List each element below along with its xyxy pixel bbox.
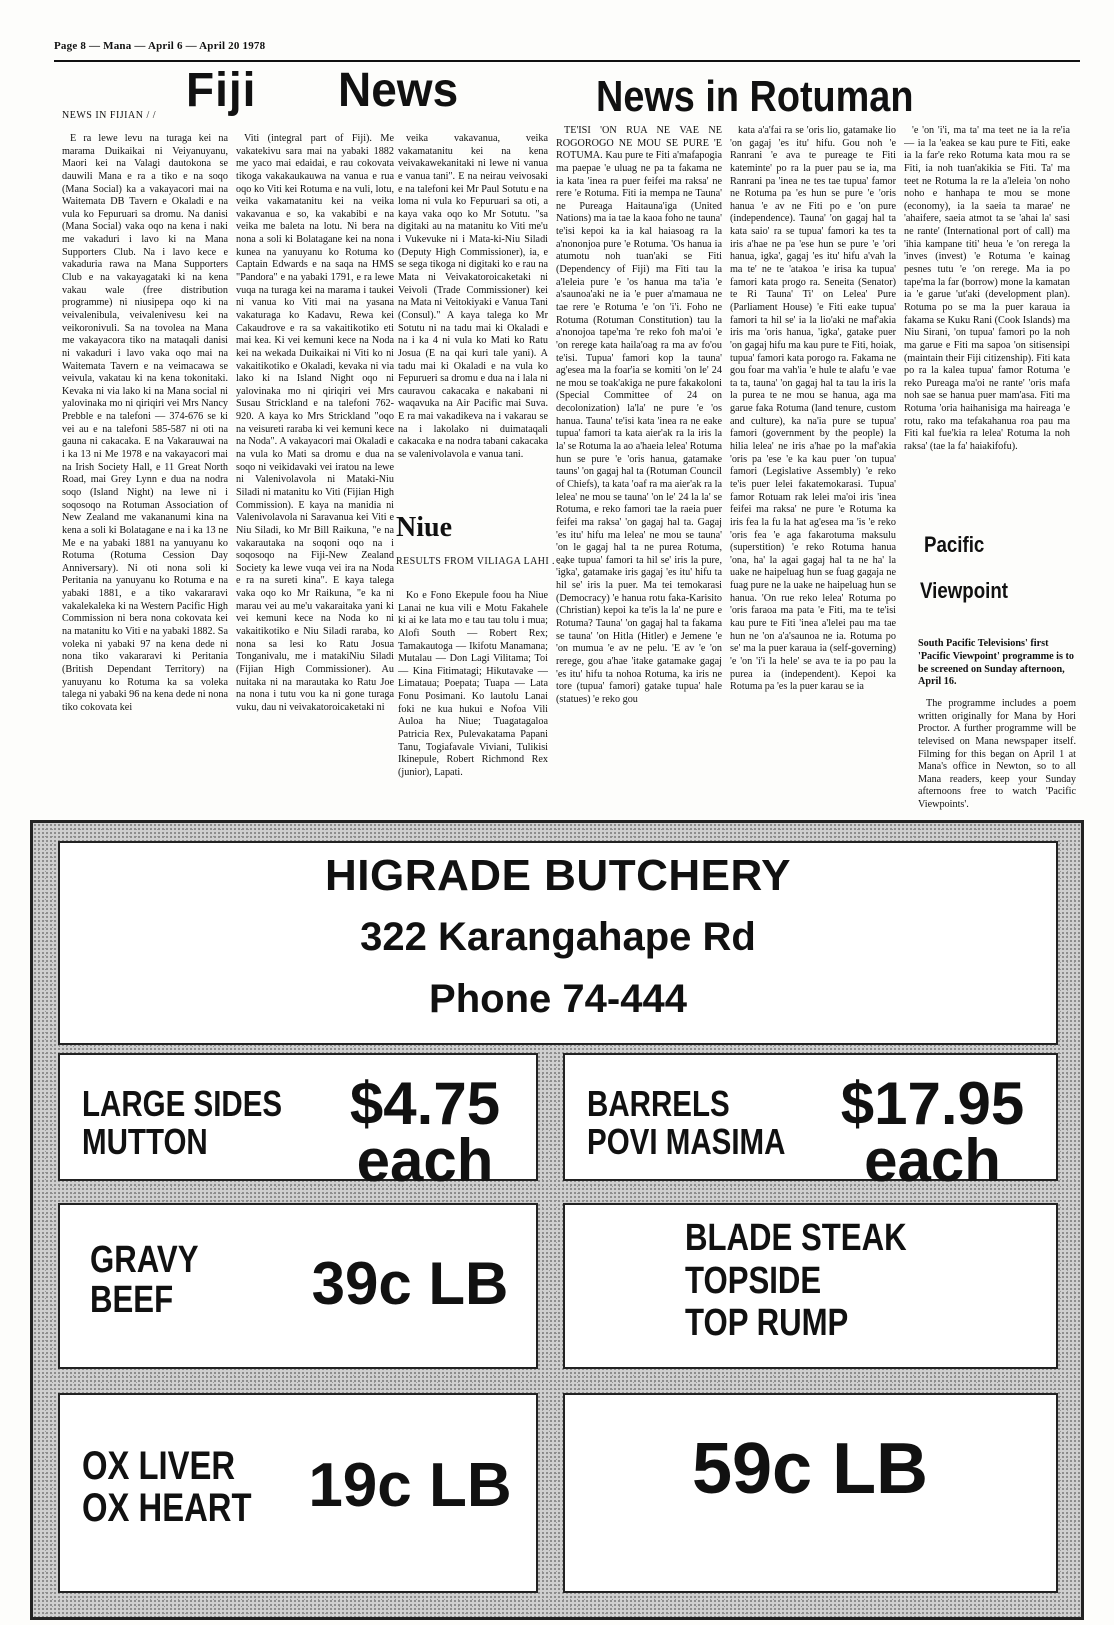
page-folio: Page 8 — Mana — April 6 — April 20 1978 xyxy=(54,40,266,52)
fiji-article-col-1 xyxy=(62,133,228,819)
item-name-line: TOP RUMP xyxy=(685,1302,849,1345)
fiji-news-title-fiji: Fiji xyxy=(186,61,257,117)
advert-item-mutton xyxy=(58,1053,538,1194)
item-name-line: OX LIVER xyxy=(82,1444,236,1488)
niue-heading: Niue xyxy=(396,512,452,543)
item-name-line: MUTTON xyxy=(82,1120,208,1162)
item-price-value: $4.75 xyxy=(349,1070,501,1137)
item-name-line: POVI MASIMA xyxy=(587,1120,786,1162)
butchery-advert xyxy=(30,820,1084,1620)
item-price: 19c LB xyxy=(308,1451,512,1520)
item-price xyxy=(330,1070,520,1194)
item-name-line: BLADE STEAK xyxy=(685,1217,907,1259)
fiji-col1-text: E ra lewe levu na turaga kei na marama Duikaikai ni Veiyanuyanu, Maori kei na Valagi dautokona se dauwili Mana e ra a tiko e na soqo (Mana Social) ka a vakayacori mai na Waitemata DB Tavern e Okaladi e na vula ko Fepuruari sa dromu. Na danisi (Mana Social) vaka oqo na kena i naki me vakaduri i lavo ki na Mana Supporters Club. Na i lavo kece e vakaduria rawa na Mana Supporters Club e na vakayagataki ki na kena vakau wale (free distribution programme) ni niusipepa oqo ki na veivalenibula, veivalenivesu kei na veikoronivuli. Sa na tovolea na Mana me vakayacora tiko na mataqali danisi ni vakaduri i lavo vaka oqo mai na Waitemata Tavern e na veimacawa se veivula, vakatau ki na kena tokonitaki. Kevaka ni via lako ki na Mana social ni yalovinaka mo ni qiriqiri vei Mrs Nancy Prebble e na talefoni — 374-676 se ki vei au e na talefoni 585-587 ni oti na gauna ni cakacaka. E na Vakarauwai na i ka 13 ni Me 1978 e na vakayacori mai na Irish Society Hall, e 11 Great North Road, mai Grey Lynn e dua na nodra soqo (Island Night) na lewe ni i soqosoqo na Rotuman Association of New Zealand me vakananumi kina na kena a soli ki Bolatagane e na i ka 13 ne Me e na yabaki 1881 na yanuyanu ko Rotuma (Rotuma Cession Day Anniversary). Ni oti nona soli ki Peritania na yanuyanu ko Rotuma e na yabaki 1881, e a tiko vakararavi vakalekaleka ki na Western Pacific High Commission ni bera nona cokovata kei na matanitu ko Viti e na yabaki 1882. Sa voleka ni yabaki 97 na kena dede ni nona tiko vakararavi ki Peritania (British Dependant Territory) na yanuyanu ko Rotuma ka sa voleka talega ni yabaki 96 na kena dede ni nona tiko cokovata kei xyxy=(62,133,228,713)
pacific-viewpoint-heading-2: Viewpoint xyxy=(920,578,1008,603)
rotuman-article-col-3 xyxy=(904,125,1070,525)
rotuman-col3-text: 'e 'on 'i'i, ma ta' ma teet ne ia la re'ia — ia la 'eakea se kau pure te Fiti, eake ia la far'e reko Rotuma kata mou ra se Fiti, ia noh tuan'akikia se Fiti. Ta' ma teet ne Rotuma la re la a'leleia 'on noho noho e hanhapa te mou se mone (economy), ia la saeia ta marae' ne 'ahaifere, saeia atmot ta se 'ahai la' sasi ne rante' (International port of call) ma 'ihia kampane titi' heua 'e 'on rerega la 'inves (invest) 'e Rotuma 'e kainag pesnes tutu 'e 'on rerege. Ma ia po tape'ma la far (borrow) mone la kamatan ia 'e garue 'ut'aki (development plan). Rotuma po se ma la puer karaua ia fakama se Kuku Rani (Cook Islands) ma Niu Sirani, 'on tupua' famori po la noh ma garue e Fiti ma sapoa 'on sitisensipi (maintain their Fiji citizenship). Fiti kata po ra la kalea tupua' famor Rotuma 'e reko Pureaga ma'oi ne rante' 'oris mafa noh sae se hanua puer mam'asa. Fiti ma Rotuma 'oria haihanisiga ma haireaga 'e rotu, rako ma tefakahanua roa pau ma Fiti kal fue'kia ra lelea' Rotuma la noh raksa' (tae la fa' haiakifofu). xyxy=(904,125,1070,453)
item-name xyxy=(82,1445,251,1529)
item-price: 59c LB xyxy=(691,1429,929,1509)
item-name-line: BEEF xyxy=(90,1278,174,1321)
item-name-line: LARGE SIDES xyxy=(82,1083,283,1124)
item-price xyxy=(815,1070,1050,1194)
item-price-unit: each xyxy=(356,1127,494,1194)
advert-item-ox-offal xyxy=(58,1393,538,1593)
fiji-col2-text: Viti (integral part of Fiji). Me vakatekivu sara mai na yabaki 1882 me yaco mai edaidai, e rau cokovata tikoga vakakaukauwa na vanua e rua oqo ko Viti kei Rotuma e na vuli, lotu, veika vakamatanitu kei na veika vakavanua e so, ka vakabibi e na veika me baleta na lotu. Ni bera na nona a soli ki Bolatagane kei na nona kunea na yanuyanu ko Rotuma ko Captain Edwards e na saqa na HMS "Pandora" e na yabaki 1791, e ra lewe vuqa na turaga kei na marama i taukei ni vanua ko Viti mai na yasana vakaturaga ko Kadavu, Rewa kei Cakaudrove e ra sa vakaitikotiko eti mai kea. Ki vei kemuni kece na Noda kei na wekada Duikaikai ni Viti ko ni vakaitikotiko e Okaladi, kevaka ni via lako ki na Island Night oqo ni yalovinaka mo ni qiriqiri vei Mrs Susau Strickland e na talefoni 762-920. A kaya ko Mrs Strickland "oqo na veisureti raraba ki vei kemuni kece na Noda". A vakayacori mai Okaladi e na vula ko Mati sa dromu e dua na soqo ni veikidavaki vei iratou na lewe ni Valenivolavola ni Mataki-Niu Siladi ni matanitu ko Viti (Fijian High Commission). E kaya na manidia ni Valenivolavola ni Saravanua kei Viti e Niu Siladi, ko Mr Bill Raikuna, "e na vakarautaka na soqoni oqo na i soqosoqo na Fiji-New Zealand Society ka lewe vuqa vei ira na Noda e ra na sureti kina". E kaya talega vaka oqo ko Mr Raikuna, "e ka ni marau vei au me'u vakaraitaka yani ki vei kemuni kece na Noda ko ni vakaitikotiko e Niu Siladi raraba, ko nona sa lesi ko Ratu Josua Tonganivalu, me i matakiNiu Siladi (Fijian High Commissioner). Au nuitaka ni na marautaka ko Ratu Joe na nona i tutu vou ka ni gone turaga vuku, dau ni veivakatoroicaketaki ni xyxy=(236,133,394,713)
item-price: 39c LB xyxy=(311,1250,509,1317)
pacific-viewpoint-lead: South Pacific Televisions' first 'Pacific Viewpoint' programme is to be screened on Sunday afternoon, April 16. xyxy=(918,638,1074,688)
advert-item-steak-price xyxy=(563,1393,1058,1593)
item-price-value: $17.95 xyxy=(840,1070,1025,1137)
item-name xyxy=(90,1241,199,1321)
item-name-line: BARRELS xyxy=(587,1083,730,1124)
item-name-line: GRAVY xyxy=(90,1239,199,1281)
niue-kicker: RESULTS FROM VILIAGA LAHI . . . xyxy=(396,556,567,567)
pacific-viewpoint-heading-1: Pacific xyxy=(924,532,985,557)
rotuman-col1-text: TE'ISI 'ON RUA NE VAE NE ROGOROGO NE MOU SE PURE 'E ROTUMA. Kau pure te Fiti a'mafapogia ma paepae 'e uluag ne pa ta fakama ne ia kata 'inea ra puer feifei ma raksa' ne rere 'e Rotuma. Fiti ia mempa ne Tauna' ne Pureaga Haitauna'iga (United Nations) ma ia tae la kaoa foho ne tauna' te'isi kepoi ka ia kal haiasoag ra la a'nononjoa pure 'e Rotuma. 'Os hanua ia atumotu noh tuan'aki se Fiti (Dependency of Fiji) ma Fiti tau la a'leleia pure 'e 'os hanua ma ta'ia 'e a'saunoa'aki ne ia 'e puer a'mamaua ne tae rere 'e Rotuma 'e 'on 'i'i. Foho ne Rotuma (Rotuman Constitution) tau la a'nonojoa tape'ma 're reko foh ma'oi 'e 'on rerege kata haila'oag ra ma av fo'ou te'isi. Tupua' famori kop la tauna' ag'esea ma la foar'ia se komiti 'on le' 24 ne mou se toak'akiga ne pure fakakoloni (Special Committee of 24 on decolonization) la'la' ne pure 'e 'os hanua. Tauna' te'isi kata 'inea ra ne eake tupua' famori ta kata aier'ak ra la iris la la' se Rotuma la ao a'haeia lelea' Rotuma hun se pure 'e 'oris hanua, gatamake tauns' 'on gagaj hal ta (Rotuman Council of Chiefs), ta kata 'oaf ra ma aier'ak ra la lelea' ne mou se tauna' 'on le' 24 la la' se Rotuma, e reko famori tae la raeia puer feifei ma raksa' 'on gagaj hal ta. Gagaj 'es itu' hifu ma lelea' ne mou se tauna' 'on le gagaj hal ta ne purea Rotuma, eake tupua' famori ta hil se' iris la pure, 'igka', gatamake iris gagaj 'es itu' hifu ta hil se' iris la puer. Ma tei temokarasi (Democracy) 'e hanua rotu faka-Karisito (Christian) kepoi ka te'is la la' ne pure e Rotuma? Tauna' 'on gagaj hal ta fakama se tauna' 'on Hitla (Hitler) e Jemene 'e 'on mumua 'e av ne pelu. 'E av 'e 'on rerege, gou a'hae 'itake gatamake gagaj 'es itu' hifu ta nohoa Rotuma, ka iris ne tore (tupua' famori) gatake tupua' hale (statues) 'e reko gou xyxy=(556,125,722,705)
rotuman-article-col-2 xyxy=(730,125,896,819)
fiji-article-col-2 xyxy=(236,133,394,819)
rotuman-article-col-1 xyxy=(556,125,722,819)
pacific-viewpoint-article xyxy=(918,698,1076,820)
fiji-article-col-3 xyxy=(398,133,548,503)
niue-article xyxy=(398,590,548,818)
item-name-line: TOPSIDE xyxy=(685,1259,822,1302)
advert-address: 322 Karangahape Rd xyxy=(360,915,756,959)
fiji-col3-text: veika vakavanua, veika vakamatanitu kei na kena veivakawekanitaki ni lewe ni vanua e vanua tani". E na neirau veivosaki e na talefoni kei Mr Paul Sotutu e na loma ni vula ko Fepuruari sa oti, a kaya vaka oqo ko Mr Sotutu. "sa digitaki au na matanitu ko Viti me'u i Vukevuke ni i Mata-ki-Niu Siladi (Deputy High Commissioner), ia, e se sega tikoga ni digitaki ko e rau na Mata ni Veivakatoroicaketaki ni Veivoli (Trade Commissioner) kei na Mata ni Veitokiyaki e Vanua Tani (Consul)." A kaya talega ko Mr Sotutu ni na tadu mai ki Okaladi e na i ka 4 ni vula ko Mati ko Ratu Josua (E na qai kuri tale yani). A tadu mai ki Okaladi e na vula ko Fepurueri sa dromu e dua na i lala ni cauravou cakacaka e nakabani ni waqavuka na Air Pacific mai Suva. E ra mai vakadikeva na i vakarau se na i lakolako ni duimataqali cakacaka e na nodra tabani cakacaka se valenivolavola e vanua tani. xyxy=(398,133,548,461)
rotuman-col2-text: kata a'a'fai ra se 'oris lio, gatamake lio 'on gagaj 'es itu' hifu. Gou noh 'e Ranrani 'e ava te pureage te Fiti kateminte' po ra la puer pau se ia, ma Ranrani pa 'inea ne tes tae tupua' famor ne Rotuma pa 'es hun se pure 'e 'oris hanua 'e av ne Fiti po e 'on pure (independence). Tauna' 'on gagaj hal ta kata saio' ra se tupua' famori ka tes ta iris a'hae ne pa 'ese hun se pure 'e 'ori hanua, igka', gagaj 'es itu' hifu a'vah la ma te' ne te 'atakoa 'e irisa ka tupua' famori kata progo ra. Seneita (Senator) te Ri Tauna' Ti' on Lelea' Pure (Parliament House) 'e Fiti eake tupua' famori ta hil se' ia la lio'aki ne maf'akia iris ma 'oris hanua, 'igka', gatake puer 'on gagaj hifu ma kau pure te Fiti, hoiak, tupua' famori kata porogo ra. Fakama ne gou foar ma vah'ia 'e hule te alafu 'e vae ta ta, tauna' 'on gagaj hal ta tau la iris la la purea te ne mou se hanua, aga ma garue faka Rotuma (land tenure, custom and culture), ka na'ia pure se tupua' famori (government by the people) la hilia lelea' ne iris a'hae po la maf'akia 'oris pa 'ese 'e ka kau puer 'on tupua' famori (Legislative Assembly) 'e reko te'is puer lelei fakatemokarasi. Tupua' famor Rotuam rak lelei ma'oi iris 'inea feifei ma raksa' ne pure 'e Rotuma ka iris fea la fu la hat ag'esea ma 'is 'e reko 'oris fea 'e aga fakarotuma maksulu (superstition) 'e reko Rotuma hanua 'ona, ha' la agai gagaj hal ta ne ha' la uake ne haipeluag hun se fuag gagaja ne fuag pure ne la uake ne haipeluag hun se hanua. 'On rue reko lelea' Rotuma po 'oris faraoa ma pata 'e Fiti, ma te te'isi kau pure te Fiti 'inea a'lelei pau ma tae hun ne 'on a'a'saunoa ne ia. Rotuma po se' ma la puer karaua ia (self-governing) 'e 'on 'i'i la hele' se ava te ia po pau la purea ia (independent). Kepoi ka Rotuma pa 'es la puer karau se ia xyxy=(730,125,896,693)
niue-text: Ko e Fono Ekepule foou ha Niue Lanai ne kua vili e Motu Fakahele ki ai ke lata mo e tau tau tolu i mua; Alofi South — Robert Rex; Tamakautoga — Ikifotu Manamana; Mutalau — Don Lagi Vilitama; Toi — Kina Fitimatagi; Hikutavake — Limataua; Poepata; Tuapa — Lata Fonu Posimani. Ko lautolu Lanai foki ne kua hukui e Nofoa Vili Auloa ha Niue; Tuagatagaloa Patricia Rex, Pulevakatama Papani Tanu, Togiafavale Viviani, Tulikisi Ikinepule, Robert Richmond Rex (junior), Lapati. xyxy=(398,590,548,778)
item-name xyxy=(587,1085,785,1161)
pacific-viewpoint-text: The programme includes a poem written originally for Mana by Hori Proctor. A further programme will be televised on Mana newspaper itself. Filming for this began on April 1 at Mana's office in Newton, so to all Mana readers, keep your Sunday afternoons free to watch 'Pacific Viewpoints'. xyxy=(918,698,1076,811)
advert-header-box xyxy=(58,841,1058,1045)
advert-phone: Phone 74-444 xyxy=(429,977,687,1021)
advert-item-gravy-beef xyxy=(58,1203,538,1369)
item-name xyxy=(82,1085,282,1161)
item-name xyxy=(685,1217,907,1345)
fiji-kicker: NEWS IN FIJIAN / / xyxy=(62,110,156,121)
item-name-line: OX HEART xyxy=(82,1486,252,1530)
rotuman-news-title: News in Rotuman xyxy=(596,72,914,121)
advert-item-barrels xyxy=(563,1053,1058,1194)
advert-item-steak xyxy=(563,1203,1058,1369)
fiji-news-title-news: News xyxy=(338,61,459,117)
item-price-unit: each xyxy=(864,1127,1001,1194)
advert-business-name: HIGRADE BUTCHERY xyxy=(325,851,791,900)
